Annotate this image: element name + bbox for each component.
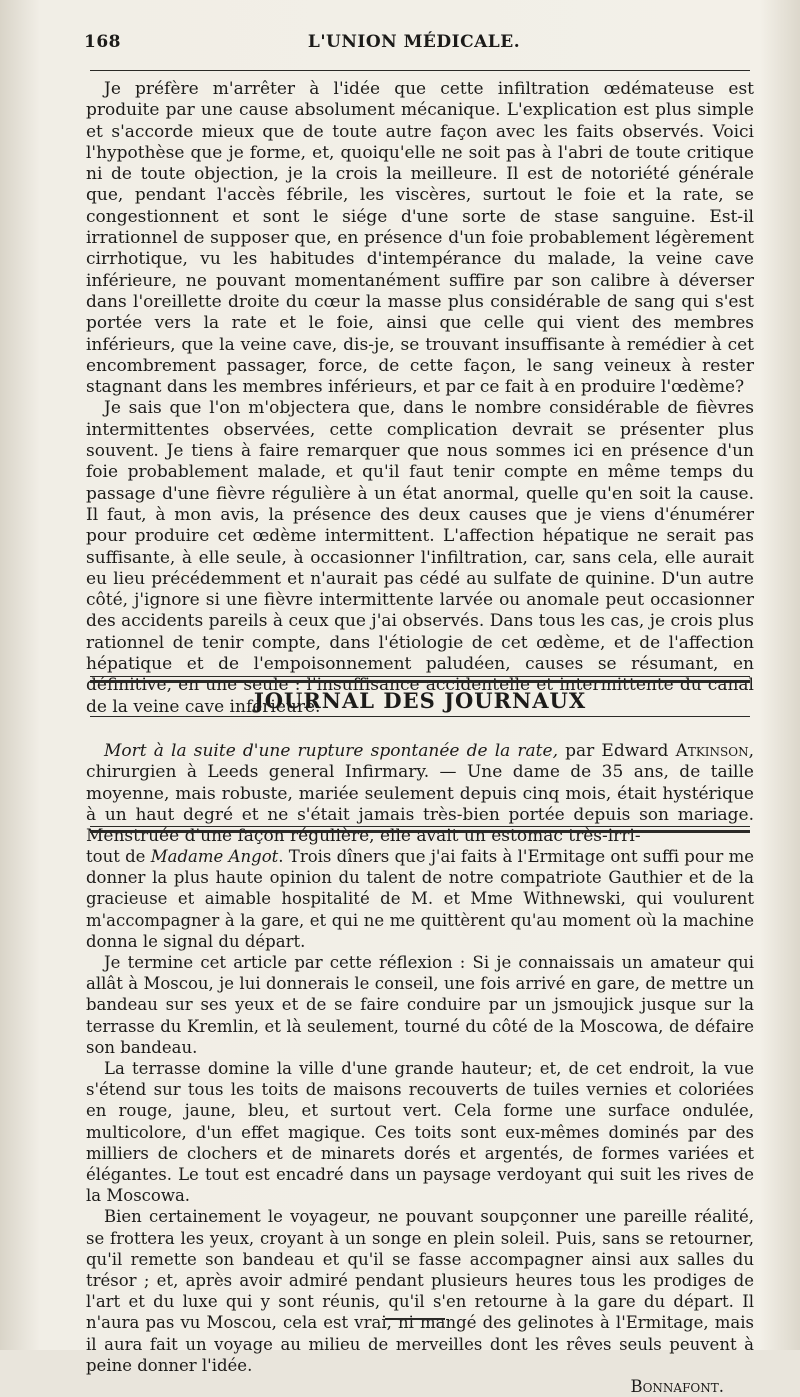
- page-number: 168: [84, 32, 121, 52]
- article-body: [86, 79, 754, 718]
- feuilleton-rule-thick: [90, 830, 750, 833]
- paragraph: Je préfère m'arrêter à l'idée que cette infiltration œdémateuse est produite par une cause absolument mécanique. L'explication est plus simple et s'accorde mieux que de toute autre façon avec les faits observés. Voici l'hypothèse que je forme, et, quoiqu'elle ne soit pas à l'abri de toute critique ni de toute objection, je la crois la meilleure. Il est de notoriété générale que, pendant l'accès fébrile, les viscères, surtout le foie et la rate, se congestionnent et sont le siége d'une sorte de stase sanguine. Est-il irrationnel de supposer que, en présence d'un foie probablement légèrement cirrhotique, vu les habitudes d'intempérance du malade, la veine cave inférieure, ne pouvant momentanément suffire par son calibre à déverser dans l'oreillette droite du cœur la masse plus considérable de sang qui s'est portée vers la rate et le foie, ainsi que celle qui vient des membres inférieurs, que la veine cave, dis-je, se trouvant insuffisante à remédier à cet encombrement passager, force, de cette façon, le sang veineux à rester stagnant dans les membres inférieurs, et par ce fait à en produire l'œdème?: [86, 79, 754, 398]
- article-author: Atkinson: [675, 741, 749, 761]
- page-header: [84, 32, 744, 58]
- end-rule: [385, 1318, 445, 1320]
- paragraph: tout de Madame Angot. Trois dîners que j'ai faits à l'Ermitage ont suffi pour me donner la plus haute opinion du talent de notre compatriote Gauthier et de la gracieuse et aimable hospitalité de M. et Mme Withnewski, qui voulurent m'accompagner à la gare, et qui ne me quittèrent qu'au moment où la machine donna le signal du départ.: [86, 847, 754, 951]
- header-rule: [90, 70, 750, 71]
- article-title: Mort à la suite d'une rupture spontanée de la rate,: [104, 741, 558, 761]
- play-title: Madame Angot: [150, 847, 279, 866]
- feuilleton-rule-top: [90, 826, 750, 827]
- feuilleton-body: [86, 846, 754, 1397]
- article-text: , chirurgien à Leeds general Infirmary. — Une dame de 35 ans, de taille moyenne, mais robuste, mariée seulement depuis cinq mois, était hystérique à un haut degré et ne s'était jamais très-bien portée depuis son mariage. Menstruée d'une façon régulière, elle avait un estomac très-irri-: [86, 741, 755, 847]
- paragraph: Je termine cet article par cette réflexion : Si je connaissais un amateur qui allât à Moscou, je lui donnerais le conseil, une fois arrivé en gare, de mettre un bandeau sur ses yeux et de se faire conduire par un jsmoujick jusque sur la terrasse du Kremlin, et là seulement, tourné du côté de la Moscowa, de défaire son bandeau.: [86, 953, 754, 1057]
- paragraph: Bien certainement le voyageur, ne pouvant soupçonner une pareille réalité, se frottera les yeux, croyant à un songe en plein soleil. Puis, sans se retourner, qu'il remette son bandeau et qu'il se fasse accompagner ainsi aux salles du trésor ; et, après avoir admiré pendant plusieurs heures tous les prodiges de l'art et du luxe qui y sont réunis, qu'il s'en retourne à la gare du départ. Il n'aura pas vu Moscou, cela est vrai, ni mangé des gelinotes à l'Ermitage, mais il aura fait un voyage au milieu de merveilles dont les rêves seuls peuvent à peine donner l'idée.: [86, 1207, 754, 1375]
- article-by: par Edward: [557, 741, 676, 761]
- section-rule-bottom: [90, 716, 750, 717]
- section-rule-thick: [90, 680, 750, 683]
- section-title: JOURNAL DES JOURNAUX: [253, 688, 587, 713]
- paragraph: La terrasse domine la ville d'une grande hauteur; et, de cet endroit, la vue s'étend sur tous les toits de maisons recouverts de tuiles vernies et coloriées en rouge, jaune, bleu, et surtout vert. Cela forme une surface ondulée, multicolore, d'un effet magique. Ces toits sont eux-mêmes dominés par des milliers de clochers et de minarets dorés et argentés, de formes variées et élégantes. Le tout est encadré dans un paysage verdoyant qui suit les rives de la Moscowa.: [86, 1059, 754, 1206]
- signature: Bonnafont.: [630, 1377, 724, 1397]
- section-rule-top: [90, 676, 750, 677]
- running-head: L'UNION MÉDICALE.: [307, 32, 521, 52]
- paragraph: Je sais que l'on m'objectera que, dans le nombre considérable de fièvres intermittentes observées, cette complication devrait se présenter plus souvent. Je tiens à faire remarquer que nous sommes ici en présence d'un foie probablement malade, et qu'il faut tenir compte en même temps du passage d'une fièvre régulière à un état anormal, quelle qu'en soit la cause. Il faut, à mon avis, la présence des deux causes que je viens d'énumérer pour produire cet œdème intermittent. L'affection hépatique ne serait pas suffisante, à elle seule, à occasionner l'infiltration, car, sans cela, elle aurait eu lieu précédemment et n'aurait pas cédé au sulfate de quinine. D'un autre côté, j'ignore si une fièvre intermittente larvée ou anomale peut occasionner des accidents pareils à ceux que j'ai observés. Dans tous les cas, je crois plus rationnel de tenir compte, dans l'étiologie de cet œdème, et de l'affection hépatique et de l'empoisonnement paludéen, causes se résumant, en définitive, en une seule : l'insuffisance accidentelle et intermittente du canal de la veine cave inférieure.: [86, 398, 754, 717]
